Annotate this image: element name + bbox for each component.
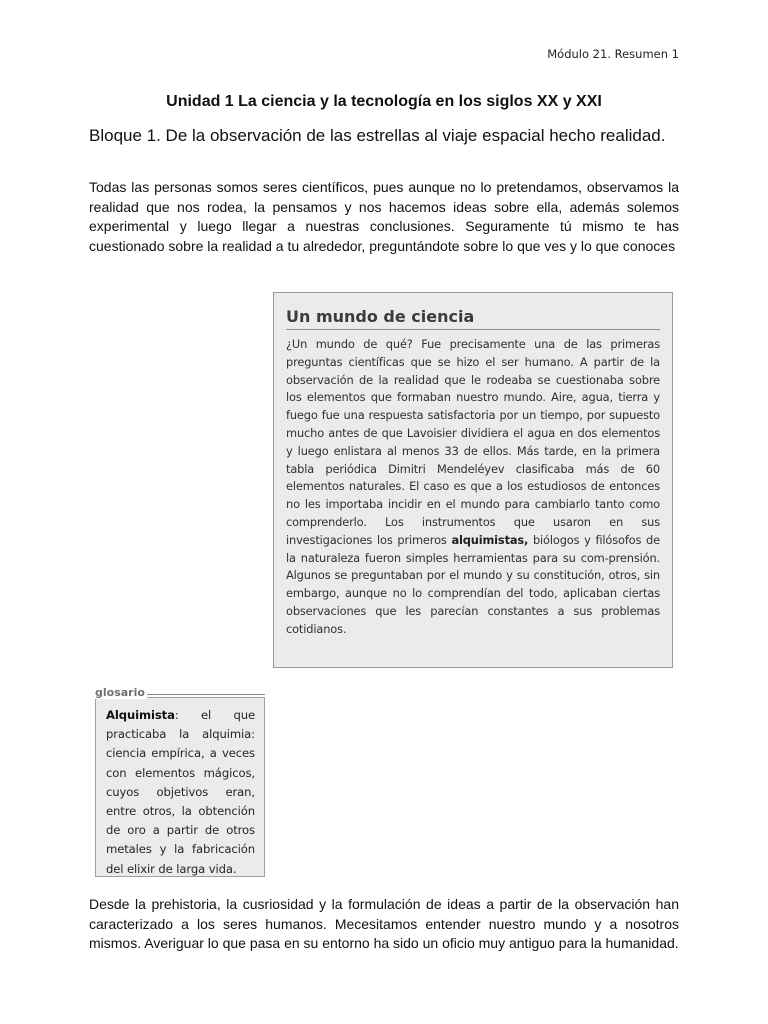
glossary-definition: : el que practicaba la alquimia: ciencia empírica, a veces con elementos mágicos, cuyos objetivos eran, entre otros, la obtención de oro a partir de otros metales y la fabricación del elixir de larga vida. — [106, 708, 255, 876]
intro-paragraph: Todas las personas somos seres científicos, pues aunque no lo pretendamos, observamos la realidad que nos rodea, la pensamos y nos hacemos ideas sobre ella, además solemos experimental y luego llegar a nuestras conclusiones. Seguramente tú mismo te has cuestionado sobre la realidad a tu alrededor, preguntándote sobre lo que ves y lo que conoces — [89, 179, 679, 254]
science-box-text-part-1: ¿Un mundo de qué? Fue precisamente una de las primeras preguntas científicas que se hizo el ser humano. A partir de la observación de la realidad que le rodeaba se cuestionaba sobre los elementos que formaban nuestro mundo. Aire, agua, tierra y fuego fue una respuesta satisfactoria por un tiempo, por supuesto mucho antes de que Lavoisier dividiera el agua en dos elementos y luego enlistara al menos 33 de ellos. Más tarde, en la primera tabla periódica Dimitri Mendeléyev clasificaba más de 60 elementos naturales. El caso es que a los estudiosos de entonces no les importaba incidir en el mundo para cambiarlo tanto como comprenderlo. Los instrumentos que usaron en sus investigaciones los primeros — [286, 337, 660, 547]
block-title: Bloque 1. De la observación de las estrellas al viaje espacial hecho realidad. — [89, 126, 666, 145]
science-box-title: Un mundo de ciencia — [286, 307, 660, 330]
glossary-divider — [143, 694, 265, 695]
glossary-header — [95, 683, 265, 697]
closing-paragraph: Desde la prehistoria, la cusriosidad y la formulación de ideas a partir de la observación han caracterizado a los seres humanos. Mecesitamos entender nuestro mundo y a nosotros mismos. Averiguar lo que pasa en su entorno ha sido un oficio muy antiguo para la humanidad. — [89, 896, 679, 951]
science-sidebar-box — [273, 292, 673, 668]
module-note: Módulo 21. Resumen 1 — [547, 47, 679, 61]
glossary-term: Alquimista — [106, 708, 175, 722]
unit-title: Unidad 1 La ciencia y la tecnología en los siglos XX y XXI — [166, 93, 602, 110]
glossary-label: glosario — [95, 686, 145, 699]
glossary-box — [95, 697, 265, 877]
science-box-text — [286, 336, 660, 639]
science-box-bold-term: alquimistas, — [451, 532, 529, 547]
science-box-text-part-2: biólogos y filósofos de la naturaleza fueron simples herramientas para su com-prensión. Algunos se preguntaban por el mundo y su constitución, otros, sin embargo, aunque no lo comprendían del todo, aplicaban ciertas observaciones que les parecían constantes a sus problemas cotidianos. — [286, 532, 660, 636]
